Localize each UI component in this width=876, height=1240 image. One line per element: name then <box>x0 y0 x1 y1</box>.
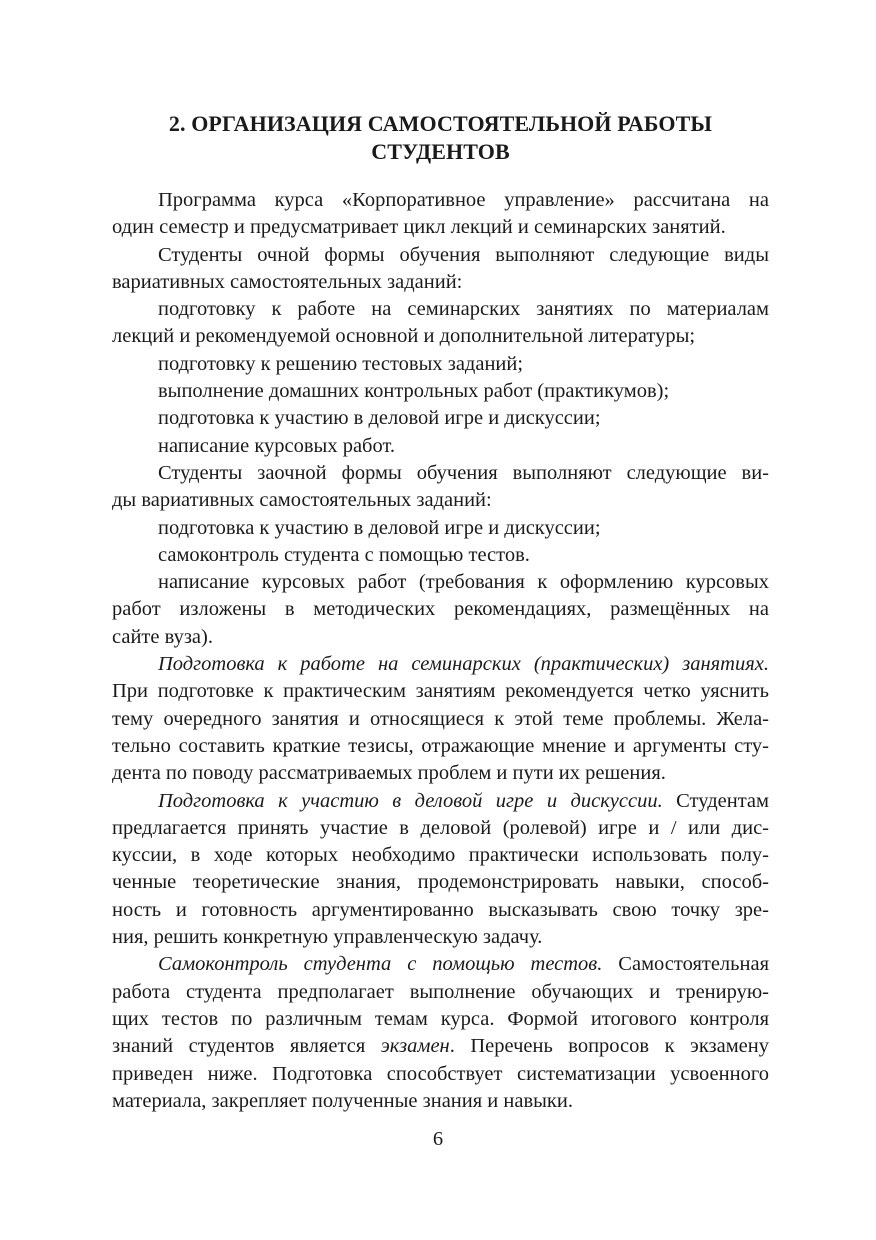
text-line: ния, решить конкретную управленческую задачу. <box>112 926 543 949</box>
text-line <box>112 1033 769 1060</box>
text-line: лекций и рекомендуемой основной и дополнительной литературы; <box>112 325 696 348</box>
text-line: самоконтроль студента с помощью тестов. <box>158 543 530 566</box>
text-line <box>112 788 769 815</box>
text-line: тему очередного занятия и относящиеся к этой теме проблемы. Жела- <box>112 707 769 730</box>
italic-heading: Подготовка к работе на семинарских (практических) занятиях. <box>158 653 769 676</box>
text-line: подготовка к участию в деловой игре и дискуссии; <box>158 516 601 539</box>
text-line: дента по поводу рассматриваемых проблем и пути их решения. <box>112 762 666 785</box>
text-line: подготовка к участию в деловой игре и дискуссии; <box>158 407 601 430</box>
text-line: ченные теоретические знания, продемонстрировать навыки, способ- <box>112 871 769 894</box>
text-line: ды вариативных самостоятельных заданий: <box>112 489 492 512</box>
text-line: один семестр и предусматривает цикл лекций и семинарских занятий. <box>112 216 726 239</box>
page-title <box>112 110 769 166</box>
text-fragment: . Перечень вопросов к экзамену <box>449 1035 769 1058</box>
text-fragment: Студентам <box>662 789 769 812</box>
text-line: При подготовке к практическим занятиям рекомендуется четко уяснить <box>112 680 769 703</box>
text-line: выполнение домашних контрольных работ (практикумов); <box>158 380 670 403</box>
page-number: 6 <box>432 1128 444 1150</box>
text-line <box>112 651 769 678</box>
text-line: предлагается принять участие в деловой (ролевой) игре и / или дис- <box>112 816 769 839</box>
text-line: Программа курса «Корпоративное управление» рассчитана на <box>158 189 769 211</box>
italic-heading: Подготовка к участию в деловой игре и дискуссии. <box>158 789 663 812</box>
text-line: куссии, в ходе которых необходимо практически использовать полу- <box>112 844 769 867</box>
text-fragment: знаний студентов является <box>112 1035 381 1058</box>
text-line: написание курсовых работ (требования к оформлению курсовых <box>158 571 769 594</box>
text-line: материала, закрепляет полученные знания и навыки. <box>112 1089 573 1112</box>
text-line: Студенты заочной формы обучения выполняют следующие ви- <box>158 461 769 484</box>
body-text <box>112 187 769 1115</box>
text-line: работ изложены в методических рекомендациях, размещённых на <box>112 598 769 621</box>
text-line <box>112 951 769 978</box>
italic-term: экзамен <box>380 1035 450 1058</box>
text-line: Студенты очной формы обучения выполняют следующие виды <box>158 243 769 266</box>
text-line: вариативных самостоятельных заданий: <box>112 270 463 293</box>
text-line: написание курсовых работ. <box>158 434 396 457</box>
text-line: приведен ниже. Подготовка способствует систематизации усвоенного <box>112 1062 769 1085</box>
text-line: сайте вуза). <box>112 625 213 648</box>
text-line: ность и готовность аргументированно высказывать свою точку зре- <box>112 898 769 921</box>
title-line-2: СТУДЕНТОВ <box>371 139 510 164</box>
text-line: тельно составить краткие тезисы, отражающие мнение и аргументы сту- <box>112 734 769 757</box>
text-line: подготовку к работе на семинарских занятиях по материалам <box>158 298 769 321</box>
text-line: щих тестов по различным темам курса. Формой итогового контроля <box>112 1007 769 1030</box>
text-line: работа студента предполагает выполнение обучающих и тренирую- <box>112 980 769 1003</box>
text-fragment: Самостоятельная <box>602 953 770 976</box>
title-line-1: 2. ОРГАНИЗАЦИЯ САМОСТОЯТЕЛЬНОЙ РАБОТЫ <box>168 111 713 136</box>
italic-heading: Самоконтроль студента с помощью тестов. <box>158 953 603 976</box>
text-line: подготовку к решению тестовых заданий; <box>158 352 524 375</box>
